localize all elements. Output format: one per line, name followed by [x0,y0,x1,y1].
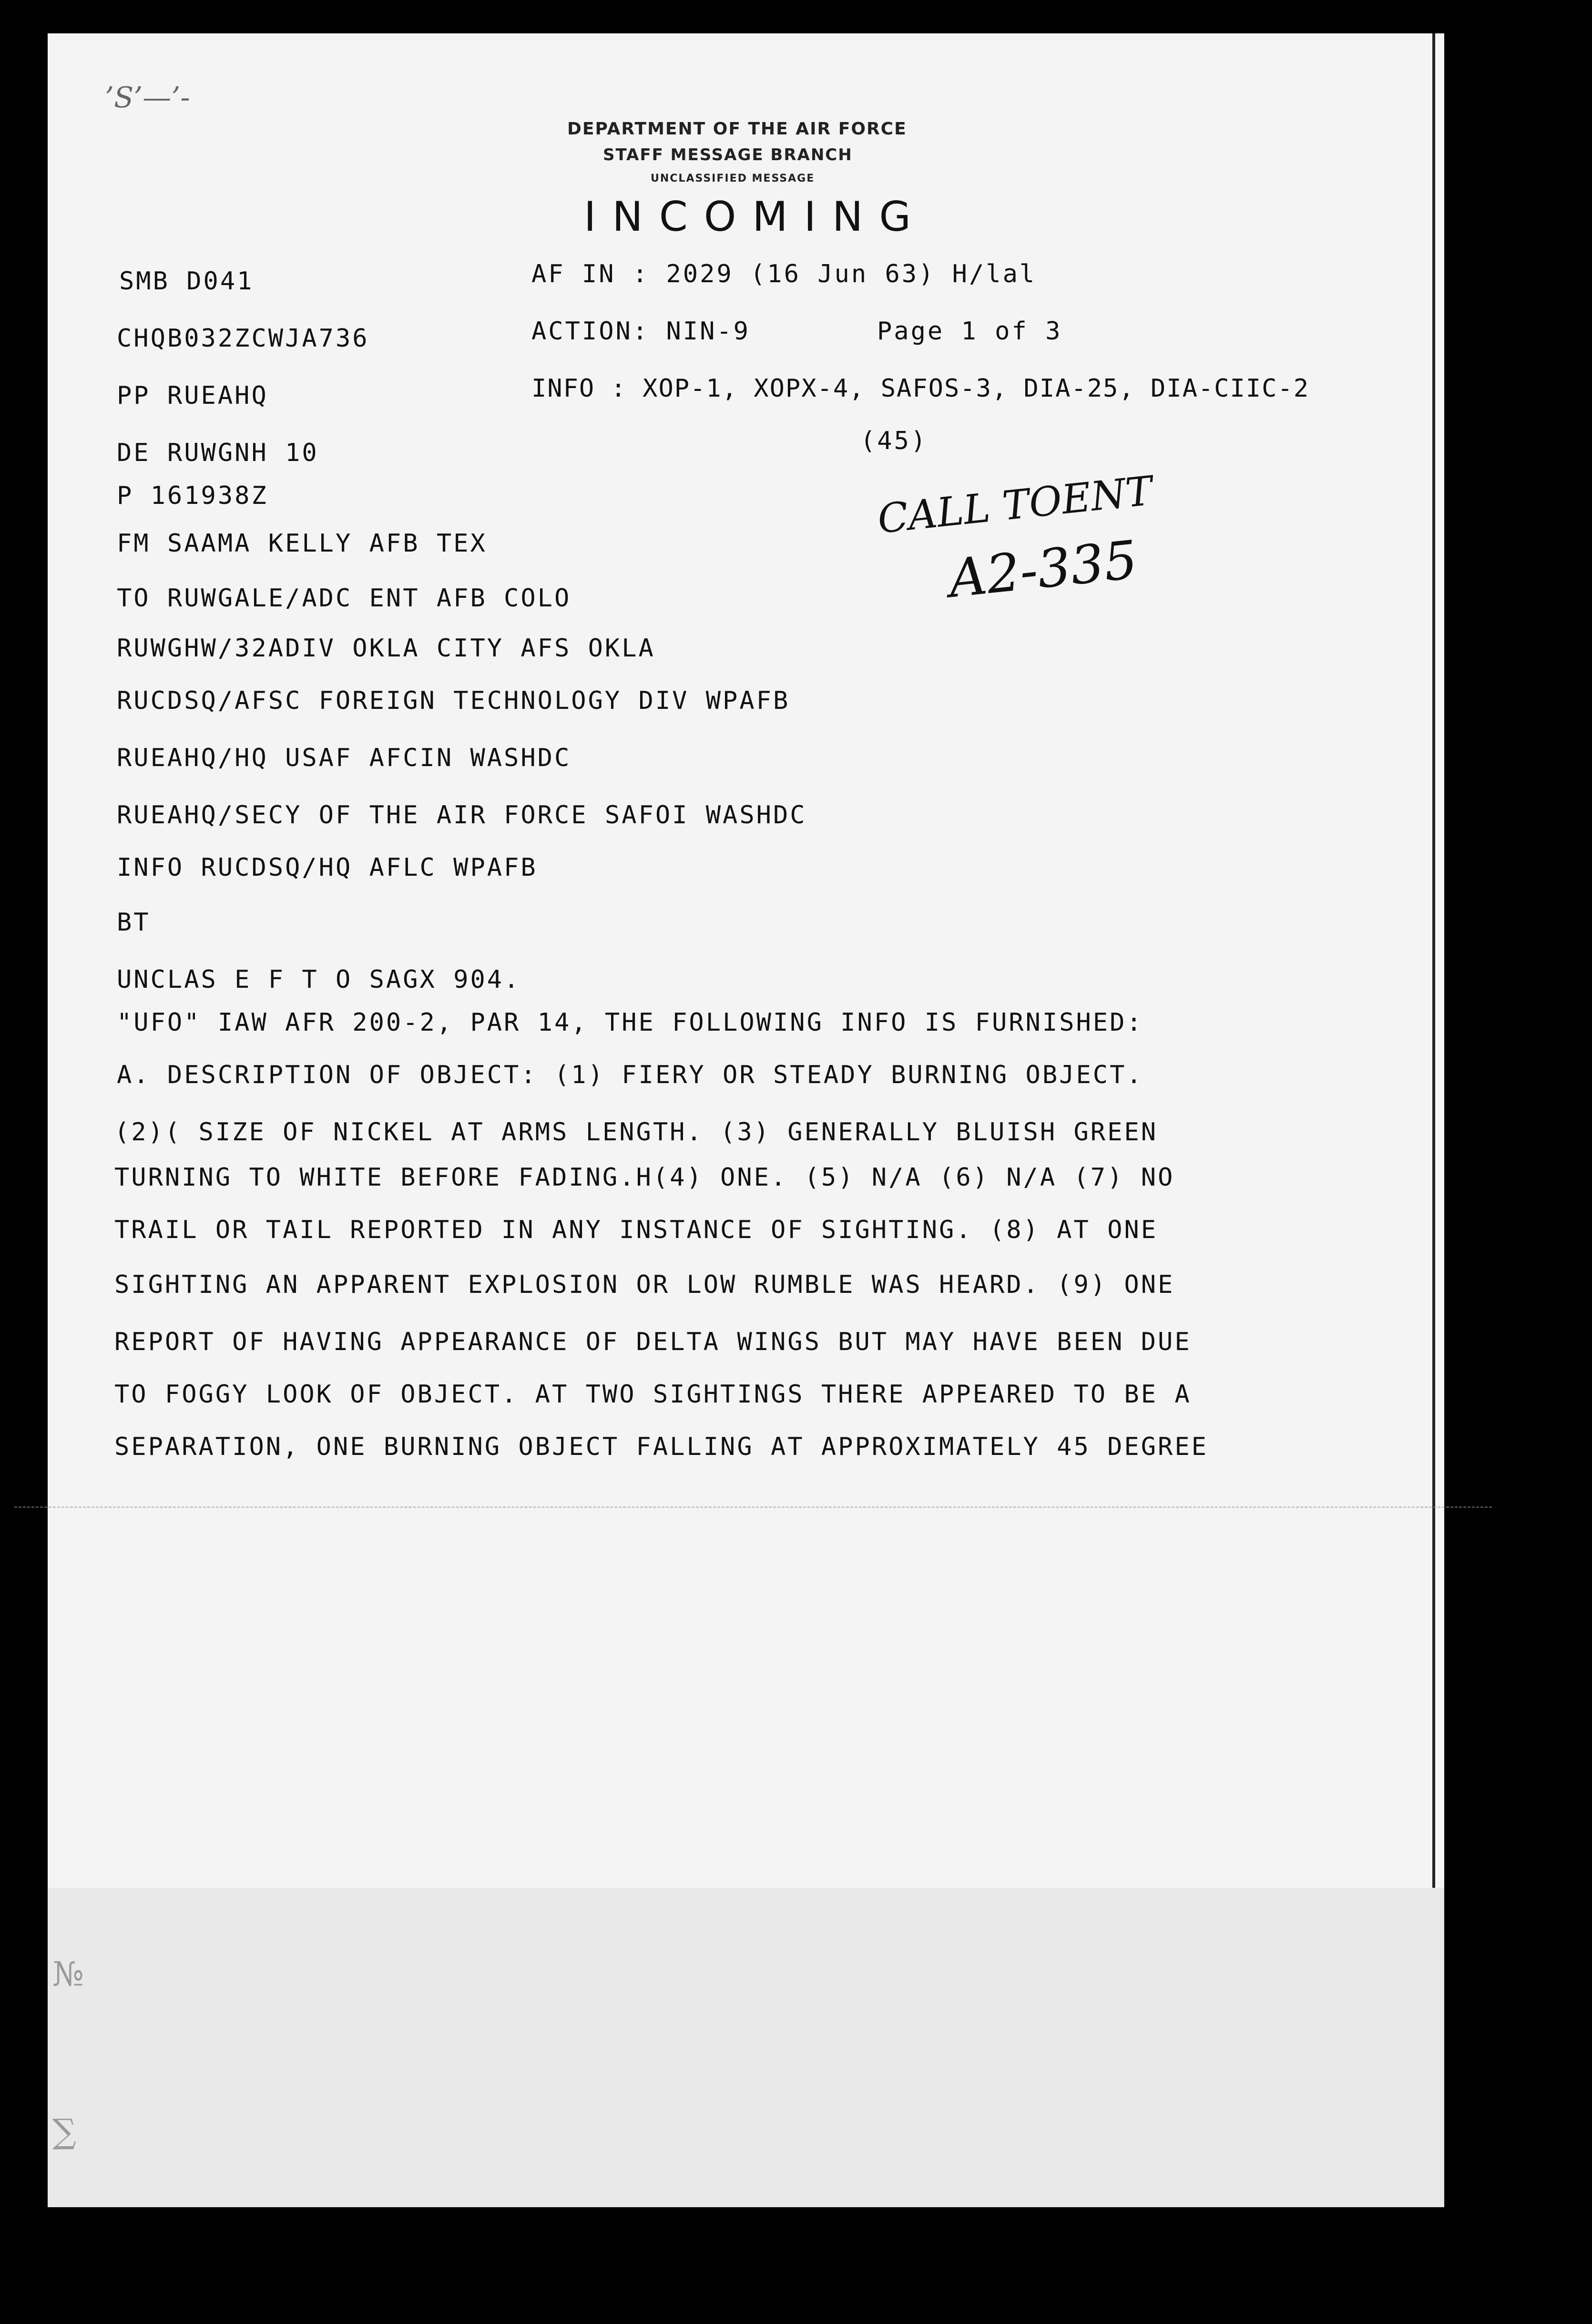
page-fold-line [14,1506,1492,1508]
body-line-2: "UFO" IAW AFR 200-2, PAR 14, THE FOLLOWING INFO IS FURNISHED: [117,1008,1143,1037]
body-line-8: REPORT OF HAVING APPEARANCE OF DELTA WINGS BUT MAY HAVE BEEN DUE [114,1328,1192,1356]
address-to: TO RUWGALE/ADC ENT AFB COLO [117,584,571,613]
handwritten-reference: A2-335 [946,529,1141,610]
routing-p: P 161938Z [117,481,268,510]
sheet-lower-margin [48,1888,1444,2207]
classification-header: UNCLASSIFIED MESSAGE [651,173,815,184]
break-marker: BT [117,908,151,937]
address-secy: RUEAHQ/SECY OF THE AIR FORCE SAFOI WASHDC [117,801,807,829]
incoming-title: INCOMING [584,193,927,241]
action-code: ACTION: NIN-9 [531,317,750,346]
info-distribution: INFO : XOP-1, XOPX-4, SAFOS-3, DIA-25, DIA-CIIC-2 [531,374,1310,403]
address-32adiv: RUWGHW/32ADIV OKLA CITY AFS OKLA [117,634,655,663]
routing-smb: SMB D041 [119,267,254,296]
distribution-total: (45) [860,427,928,455]
address-from: FM SAAMA KELLY AFB TEX [117,529,487,558]
body-line-3: A. DESCRIPTION OF OBJECT: (1) FIERY OR STEADY BURNING OBJECT. [117,1061,1143,1089]
handwritten-call-note: CALL TOENT [875,467,1155,543]
address-info: INFO RUCDSQ/HQ AFLC WPAFB [117,853,538,882]
corner-handwritten-mark: ’S’—’- [105,81,190,114]
page-indicator: Page 1 of 3 [877,317,1062,346]
body-line-4: (2)( SIZE OF NICKEL AT ARMS LENGTH. (3) GENERALLY BLUISH GREEN [114,1118,1158,1147]
body-line-9: TO FOGGY LOOK OF OBJECT. AT TWO SIGHTINGS THERE APPEARED TO BE A [114,1380,1192,1409]
body-line-1: UNCLAS E F T O SAGX 904. [117,965,521,994]
body-line-7: SIGHTING AN APPARENT EXPLOSION OR LOW RUMBLE WAS HEARD. (9) ONE [114,1270,1175,1299]
margin-scribble-mark: № [52,1955,84,1994]
routing-chqb: CHQB032ZCWJA736 [117,324,369,353]
af-in-number: AF IN : 2029 (16 Jun 63) H/lal [531,260,1037,288]
routing-pp: PP RUEAHQ [117,381,268,410]
department-header: DEPARTMENT OF THE AIR FORCE [567,119,907,139]
branch-header: STAFF MESSAGE BRANCH [603,145,853,164]
body-line-5: TURNING TO WHITE BEFORE FADING.H(4) ONE. (5) N/A (6) N/A (7) NO [114,1163,1175,1192]
scan-border [0,0,1592,33]
body-line-6: TRAIL OR TAIL REPORTED IN ANY INSTANCE OF SIGHTING. (8) AT ONE [114,1216,1158,1244]
margin-scribble-mark-2: ∑ [52,2112,76,2151]
address-ftd: RUCDSQ/AFSC FOREIGN TECHNOLOGY DIV WPAFB [117,686,790,715]
address-hq-usaf: RUEAHQ/HQ USAF AFCIN WASHDC [117,744,571,772]
message-frame [48,33,1435,1888]
routing-de: DE RUWGNH 10 [117,439,319,467]
body-line-10: SEPARATION, ONE BURNING OBJECT FALLING AT APPROXIMATELY 45 DEGREE [114,1433,1208,1461]
